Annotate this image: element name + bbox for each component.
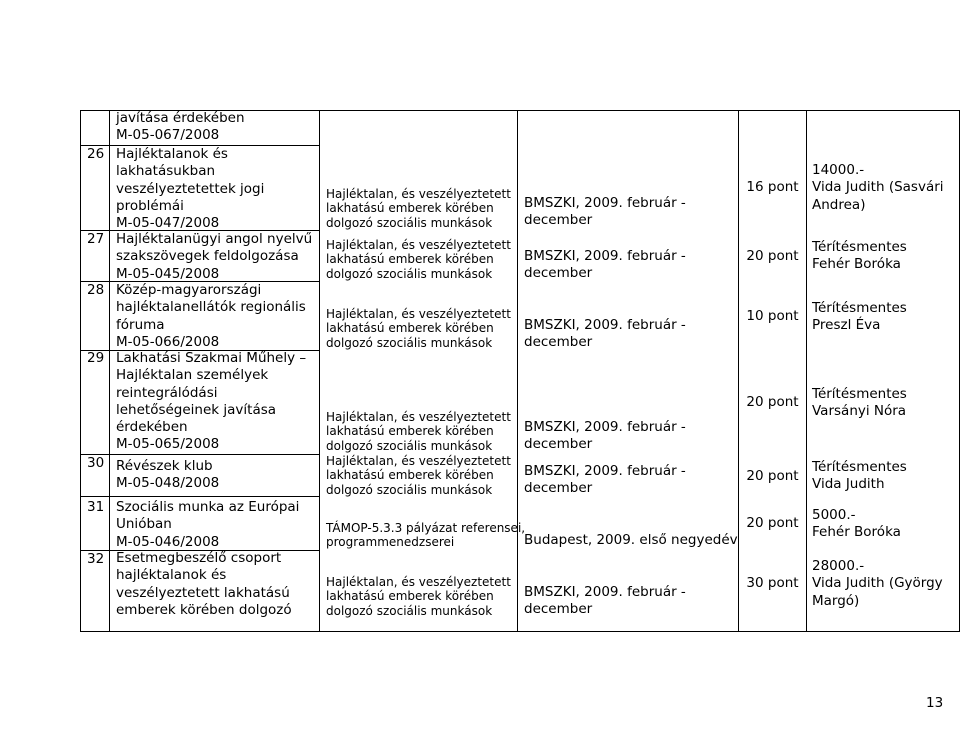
credit-points: 20 pont xyxy=(746,515,799,531)
title-line: hajléktalanok és xyxy=(116,567,227,584)
course-title xyxy=(116,458,219,493)
fee-line: 14000.- xyxy=(812,162,865,178)
grid-line xyxy=(517,110,518,632)
fee-line: 28000.- xyxy=(812,558,865,574)
row-number: 26 xyxy=(87,146,105,162)
title-line: M-05-066/2008 xyxy=(116,333,220,350)
place-date xyxy=(524,248,686,283)
target-line: TÁMOP-5.3.3 pályázat referensei, xyxy=(326,521,526,535)
fee-line: Térítésmentes xyxy=(812,239,907,255)
target-group xyxy=(326,454,511,497)
target-group xyxy=(326,575,511,618)
course-title xyxy=(116,231,312,283)
place-line: december xyxy=(524,334,593,351)
fee-line: Fehér Boróka xyxy=(812,524,901,541)
place-date xyxy=(524,195,686,230)
target-line: Hajléktalan, és veszélyeztetett xyxy=(326,410,511,424)
grid-line xyxy=(80,631,960,632)
row-number: 28 xyxy=(87,282,105,298)
grid-line xyxy=(109,110,110,632)
course-title xyxy=(116,282,306,351)
credit-points: 20 pont xyxy=(746,248,799,264)
title-line: szakszövegek feldolgozása xyxy=(116,248,299,265)
title-line: javítása érdekében xyxy=(116,110,245,126)
target-line: dolgozó szociális munkások xyxy=(326,482,493,497)
title-line: Esetmegbeszélő csoport xyxy=(116,550,282,566)
title-line: Unióban xyxy=(116,516,172,533)
target-line: dolgozó szociális munkások xyxy=(326,215,493,230)
course-title xyxy=(116,110,245,145)
target-group xyxy=(326,410,511,453)
fee-organizer xyxy=(812,459,907,494)
target-line: Hajléktalan, és veszélyeztetett xyxy=(326,238,511,252)
row-number: 29 xyxy=(87,350,105,366)
title-line: Hajléktalanügyi angol nyelvű xyxy=(116,231,313,247)
target-line: lakhatású emberek körében xyxy=(326,468,494,483)
place-line: december xyxy=(524,436,593,453)
title-line: M-05-067/2008 xyxy=(116,127,220,144)
row-number: 32 xyxy=(87,551,105,567)
place-line: Budapest, 2009. első negyedév xyxy=(524,532,738,548)
place-line: BMSZKI, 2009. február - xyxy=(524,248,686,264)
place-date xyxy=(524,419,686,454)
target-line: dolgozó szociális munkások xyxy=(326,335,493,350)
title-line: M-05-046/2008 xyxy=(116,533,220,550)
fee-line: Vida Judith (Sasvári xyxy=(812,179,944,196)
target-group xyxy=(326,187,511,230)
place-line: december xyxy=(524,212,593,229)
place-line: BMSZKI, 2009. február - xyxy=(524,419,686,435)
target-line: lakhatású emberek körében xyxy=(326,201,494,216)
title-line: veszélyeztetettek jogi xyxy=(116,180,265,197)
title-line: Révészek klub xyxy=(116,458,213,474)
place-line: december xyxy=(524,480,593,497)
fee-line: Margó) xyxy=(812,592,860,609)
credit-points: 20 pont xyxy=(746,468,799,484)
fee-line: Vida Judith xyxy=(812,476,885,493)
fee-line: Térítésmentes xyxy=(812,386,907,402)
title-line: Hajléktalanok és xyxy=(116,146,228,162)
grid-line xyxy=(80,110,81,632)
course-title xyxy=(116,350,306,454)
grid-line xyxy=(80,496,320,497)
place-date xyxy=(524,584,686,619)
target-group xyxy=(326,521,525,550)
grid-line xyxy=(319,110,320,632)
place-line: BMSZKI, 2009. február - xyxy=(524,463,686,479)
title-line: Közép-magyarországi xyxy=(116,282,262,298)
title-line: hajléktalanellátók regionális xyxy=(116,299,306,316)
credit-points: 20 pont xyxy=(746,394,799,410)
target-group xyxy=(326,307,511,350)
title-line: Lakhatási Szakmai Műhely – xyxy=(116,350,307,366)
title-line: M-05-048/2008 xyxy=(116,475,220,492)
row-number: 31 xyxy=(87,499,105,515)
fee-line: Vida Judith (György xyxy=(812,575,943,592)
fee-organizer xyxy=(812,239,907,274)
target-group xyxy=(326,238,511,281)
target-line: lakhatású emberek körében xyxy=(326,252,494,267)
target-line: lakhatású emberek körében xyxy=(326,424,494,439)
fee-organizer xyxy=(812,507,901,542)
place-date xyxy=(524,463,686,498)
course-title xyxy=(116,499,299,551)
place-line: december xyxy=(524,601,593,618)
place-date xyxy=(524,317,686,352)
place-line: BMSZKI, 2009. február - xyxy=(524,195,686,211)
target-line: Hajléktalan, és veszélyeztetett xyxy=(326,307,511,321)
grid-line xyxy=(80,454,320,455)
fee-line: Térítésmentes xyxy=(812,300,907,316)
page-number: 13 xyxy=(926,695,944,711)
target-line: dolgozó szociális munkások xyxy=(326,266,493,281)
row-number: 27 xyxy=(87,231,105,247)
target-line: lakhatású emberek körében xyxy=(326,589,494,604)
course-title xyxy=(116,550,292,619)
title-line: fóruma xyxy=(116,316,165,333)
title-line: Szociális munka az Európai xyxy=(116,499,300,515)
credit-points: 30 pont xyxy=(746,575,799,591)
fee-organizer xyxy=(812,300,907,335)
target-line: Hajléktalan, és veszélyeztetett xyxy=(326,187,511,201)
title-line: reintegrálódási xyxy=(116,384,218,401)
target-line: Hajléktalan, és veszélyeztetett xyxy=(326,454,511,468)
row-number: 30 xyxy=(87,455,105,471)
target-line: Hajléktalan, és veszélyeztetett xyxy=(326,575,511,589)
place-line: december xyxy=(524,265,593,282)
title-line: problémái xyxy=(116,197,184,214)
title-line: érdekében xyxy=(116,419,188,436)
title-line: veszélyeztetett lakhatású xyxy=(116,584,290,601)
title-line: Hajléktalan személyek xyxy=(116,367,269,384)
target-line: lakhatású emberek körében xyxy=(326,321,494,336)
title-line: emberek körében dolgozó xyxy=(116,601,292,618)
target-line: dolgozó szociális munkások xyxy=(326,438,493,453)
fee-line: Térítésmentes xyxy=(812,459,907,475)
place-line: BMSZKI, 2009. február - xyxy=(524,317,686,333)
title-line: M-05-047/2008 xyxy=(116,215,220,232)
place-date xyxy=(524,532,738,549)
fee-organizer xyxy=(812,162,944,214)
course-title xyxy=(116,146,264,232)
fee-line: Preszl Éva xyxy=(812,317,881,334)
fee-organizer xyxy=(812,386,907,421)
title-line: M-05-065/2008 xyxy=(116,436,220,453)
title-line: M-05-045/2008 xyxy=(116,265,220,282)
credit-points: 10 pont xyxy=(746,308,799,324)
fee-line: Varsányi Nóra xyxy=(812,403,907,420)
fee-line: 5000.- xyxy=(812,507,856,523)
place-line: BMSZKI, 2009. február - xyxy=(524,584,686,600)
fee-line: Fehér Boróka xyxy=(812,256,901,273)
fee-line: Andrea) xyxy=(812,196,866,213)
grid-line xyxy=(806,110,807,632)
target-line: dolgozó szociális munkások xyxy=(326,603,493,618)
target-line: programmenedzserei xyxy=(326,535,455,550)
credit-points: 16 pont xyxy=(746,179,799,195)
fee-organizer xyxy=(812,558,943,610)
title-line: lakhatásukban xyxy=(116,163,216,180)
title-line: lehetőségeinek javítása xyxy=(116,401,277,418)
